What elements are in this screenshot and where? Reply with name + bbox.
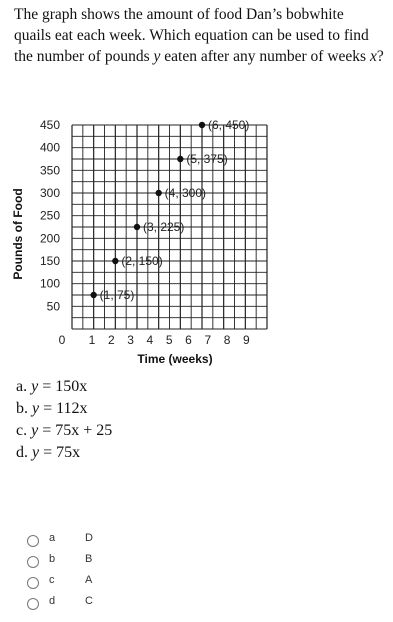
y-tick-label: 450 <box>39 120 60 132</box>
radio-icon[interactable] <box>27 577 39 589</box>
question-part-1: The graph shows the amount of food Dan’s bobwhite quails eat each week. Which equation can be used to find the number of pounds <box>14 6 369 65</box>
x-tick-label: 3 <box>127 333 134 347</box>
x-tick-label: 2 <box>107 333 115 347</box>
question-part-2: eaten after any number of weeks <box>160 48 370 65</box>
y-tick-label: 150 <box>39 254 60 268</box>
choice-answer: B <box>85 553 93 565</box>
choice-row-a[interactable] <box>27 532 147 554</box>
x-tick-label: 4 <box>146 333 154 347</box>
data-point-label: (3, 225) <box>143 220 185 234</box>
radio-icon[interactable] <box>27 535 39 547</box>
data-point-label: (4, 300) <box>164 186 207 200</box>
y-tick-label: 300 <box>39 186 60 200</box>
y-tick-label: 400 <box>39 140 60 155</box>
choice-row-b[interactable] <box>27 553 147 575</box>
radio-icon[interactable] <box>27 556 39 568</box>
choice-answer: D <box>85 532 93 544</box>
answer-list <box>16 376 112 464</box>
radio-icon[interactable] <box>27 598 39 610</box>
x-tick-label: 1 <box>88 333 96 347</box>
y-tick-label: 100 <box>39 276 60 291</box>
question-text <box>14 4 384 67</box>
y-axis-label: Pounds of Food <box>11 188 25 280</box>
choice-answer: A <box>85 574 93 586</box>
choice-answer: C <box>85 595 93 607</box>
choice-letter: a <box>49 532 56 544</box>
choice-letter: c <box>49 574 55 586</box>
answer-c: c. y = 75x + 25 <box>16 422 113 439</box>
data-point <box>90 292 96 298</box>
choice-letter: b <box>49 553 56 565</box>
data-point-label: (1, 75) <box>99 288 135 302</box>
data-point <box>199 122 205 128</box>
question-part-3: ? <box>376 48 384 65</box>
data-point-label: (5, 375) <box>186 152 228 166</box>
answer-a: a. y = 150x <box>16 378 88 395</box>
x-axis-label: Time (weeks) <box>137 352 213 366</box>
data-point-label: (6, 450) <box>208 120 250 132</box>
data-point <box>177 156 183 162</box>
y-tick-label: 50 <box>46 299 60 314</box>
choice-row-d[interactable] <box>27 595 147 617</box>
y-tick-label: 350 <box>39 163 60 178</box>
x-tick-label: 7 <box>204 333 212 347</box>
question-var-x: x <box>369 48 377 65</box>
food-chart <box>0 120 393 370</box>
data-point <box>112 258 118 264</box>
choice-row-c[interactable] <box>27 574 147 596</box>
answer-d: d. y = 75x <box>16 444 81 461</box>
x-tick-label: 9 <box>243 333 250 347</box>
answer-b: b. y = 112x <box>16 400 88 417</box>
y-tick-label: 200 <box>39 231 60 246</box>
choice-letter: d <box>49 595 56 607</box>
origin-label: 0 <box>58 333 66 347</box>
data-point-label: (2, 150) <box>121 254 163 268</box>
x-tick-label: 8 <box>223 333 231 347</box>
y-tick-label: 250 <box>39 208 60 223</box>
data-point <box>134 224 140 230</box>
data-point <box>155 190 161 196</box>
question-var-y: y <box>153 48 161 65</box>
x-tick-label: 6 <box>185 333 192 347</box>
x-tick-label: 5 <box>165 333 173 347</box>
